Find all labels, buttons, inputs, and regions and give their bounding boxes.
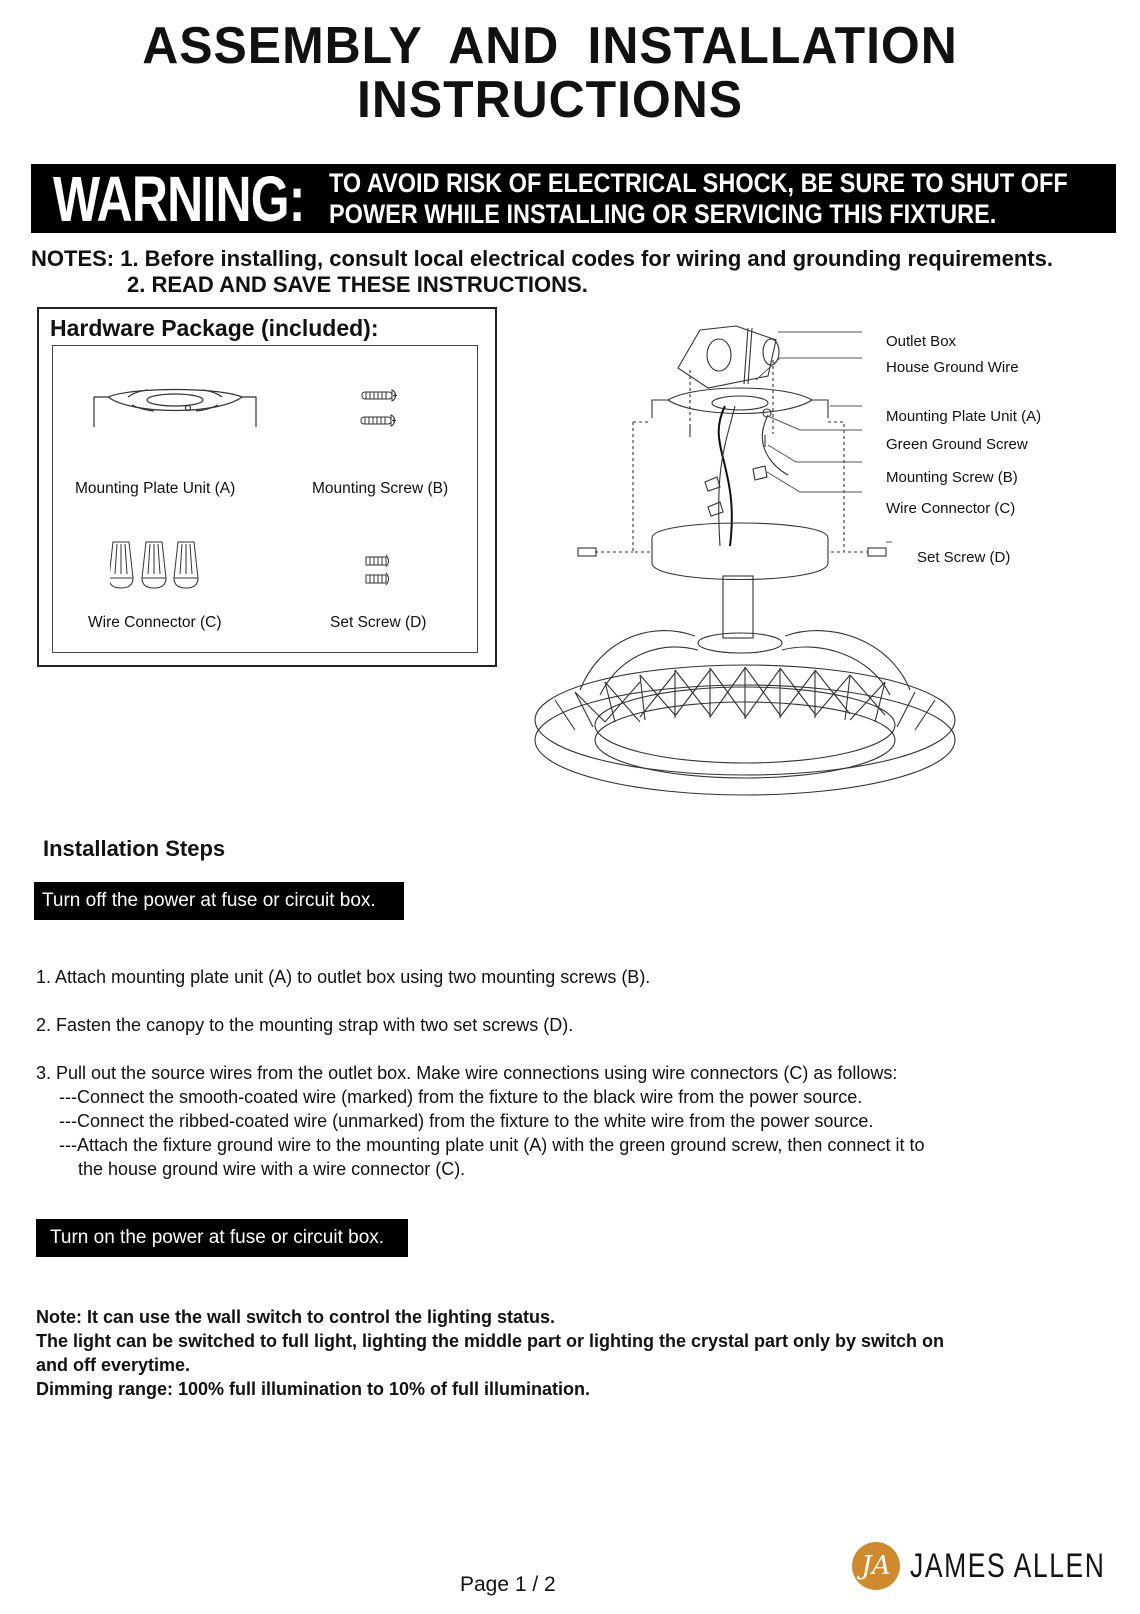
step-1: 1. Attach mounting plate unit (A) to outlet box using two mounting screws (B).: [36, 967, 651, 987]
step-3: 3. Pull out the source wires from the outlet box. Make wire connections using wire connectors (C) as follows:: [36, 1063, 898, 1083]
hardware-label-b: Mounting Screw (B): [312, 480, 449, 497]
lighting-note: [36, 1305, 944, 1401]
note-line3: and off everytime.: [36, 1355, 191, 1375]
brand-logo: [852, 1542, 1140, 1590]
warning-label: WARNING:: [53, 163, 305, 235]
notes-line1: NOTES: 1. Before installing, consult local electrical codes for wiring and grounding requirements.: [31, 246, 1053, 271]
note-line2: The light can be switched to full light, lighting the middle part or lighting the crystal part only by switch on: [36, 1331, 945, 1351]
note-line1: Note: It can use the wall switch to control the lighting status.: [36, 1307, 556, 1327]
power-off-banner: Turn off the power at fuse or circuit box.: [34, 882, 404, 920]
step-2: 2. Fasten the canopy to the mounting strap with two set screws (D).: [36, 1015, 574, 1035]
warning-banner: [31, 164, 1116, 233]
mounting-plate-icon: [92, 385, 258, 430]
diagram-label-mounting-plate: Mounting Plate Unit (A): [886, 408, 1042, 425]
warning-line2: POWER WHILE INSTALLING OR SERVICING THIS FIXTURE.: [329, 199, 997, 229]
diagram-label-house-ground-wire: House Ground Wire: [886, 359, 1019, 376]
diagram-label-outlet-box: Outlet Box: [886, 333, 957, 350]
set-screw-icon: [364, 553, 394, 589]
diagram-label-wire-connector: Wire Connector (C): [886, 500, 1016, 517]
hardware-label-c: Wire Connector (C): [88, 614, 222, 631]
mounting-screw-icon: [360, 389, 406, 429]
diagram-label-set-screw: Set Screw (D): [917, 549, 1011, 566]
brand-monogram-icon: JA: [852, 1542, 900, 1590]
diagram-label-green-ground-screw: Green Ground Screw: [886, 436, 1028, 453]
notes-line2: 2. READ AND SAVE THESE INSTRUCTIONS.: [127, 272, 588, 297]
diagram-label-mounting-screw: Mounting Screw (B): [886, 469, 1018, 486]
fixture-exploded-diagram: [520, 320, 1000, 820]
note-line4: Dimming range: 100% full illumination to 10% of full illumination.: [36, 1379, 591, 1399]
outlet-box-icon: [678, 326, 776, 388]
page-number: Page 1 / 2: [460, 1573, 556, 1596]
notes: [31, 246, 1053, 298]
hardware-label-d: Set Screw (D): [330, 614, 427, 631]
page-title-line2: INSTRUCTIONS: [357, 71, 743, 129]
page-title-line1: ASSEMBLY AND INSTALLATION: [142, 17, 958, 75]
wire-connector-icon: [110, 540, 205, 590]
step-3-sub-3: ---Attach the fixture ground wire to the mounting plate unit (A) with the green ground screw, then connect it to: [59, 1135, 925, 1155]
wire-connector-diagram-icon: [705, 477, 720, 491]
warning-message: [329, 168, 1068, 230]
step-3-sub-3-cont: the house ground wire with a wire connector (C).: [78, 1159, 466, 1179]
power-on-banner: Turn on the power at fuse or circuit box.: [36, 1219, 408, 1257]
step-3-sub-2: ---Connect the ribbed-coated wire (unmarked) from the fixture to the white wire from the power source.: [59, 1111, 874, 1131]
brand-name: JAMES ALLEN: [910, 1546, 1106, 1585]
hardware-package-title: Hardware Package (included):: [50, 315, 379, 341]
hardware-label-a: Mounting Plate Unit (A): [75, 480, 236, 497]
warning-line1: TO AVOID RISK OF ELECTRICAL SHOCK, BE SURE TO SHUT OFF: [329, 168, 1068, 198]
step-3-sub-1: ---Connect the smooth-coated wire (marked) from the fixture to the black wire from the power source.: [59, 1087, 863, 1107]
installation-steps-title: Installation Steps: [43, 836, 226, 861]
